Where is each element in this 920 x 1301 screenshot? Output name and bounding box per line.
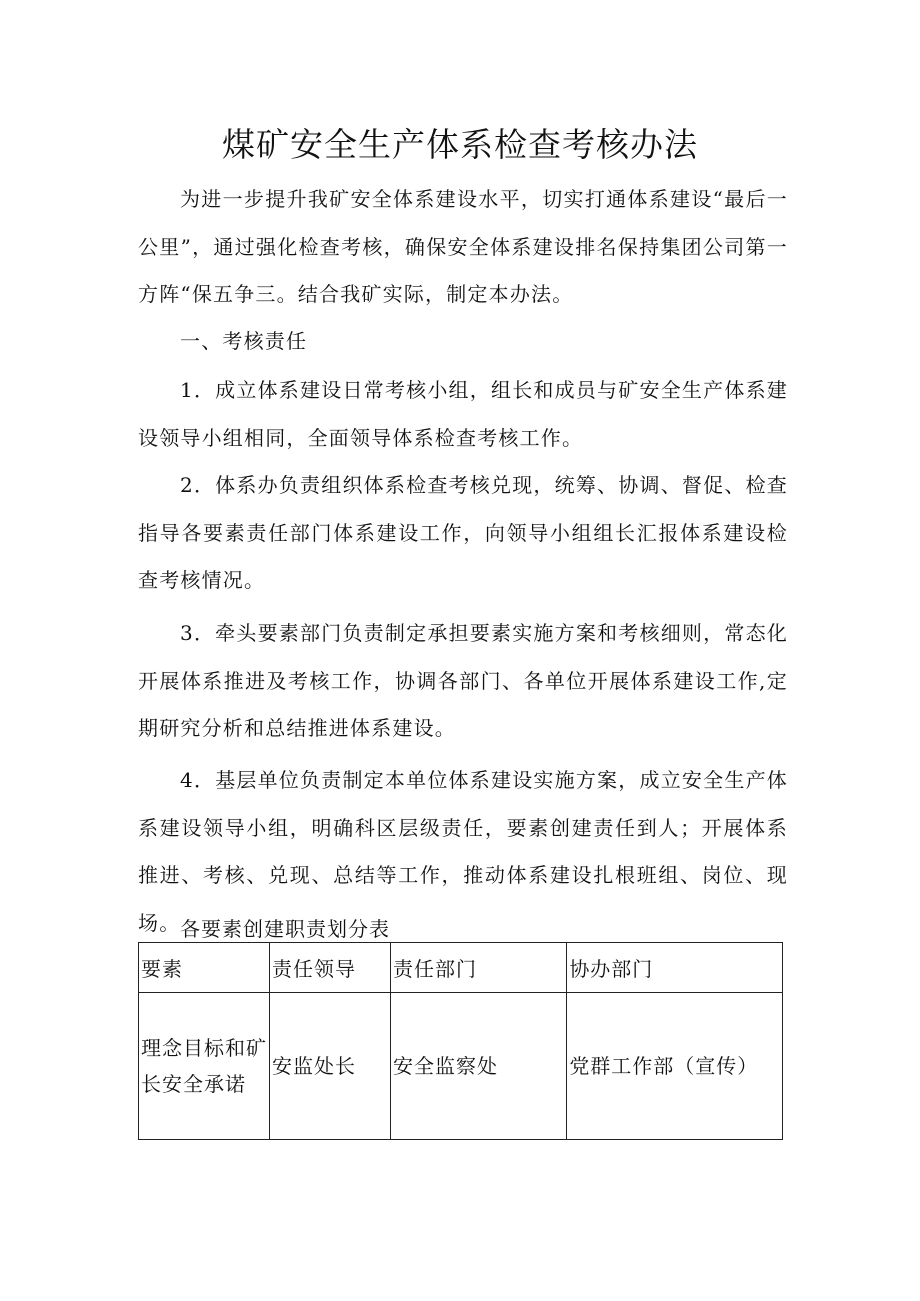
duty-allocation-table — [138, 942, 783, 1140]
table-header-cell: 协办部门 — [567, 943, 783, 993]
table-cell-department: 安全监察处 — [390, 993, 566, 1140]
section-heading-responsibility: 一、考核责任 — [180, 329, 308, 353]
table-header-cell: 要素 — [139, 943, 270, 993]
table-row — [139, 993, 783, 1140]
responsibility-item-4: 4．基层单位负责制定本单位体系建设实施方案，成立安全生产体系建设领导小组，明确科区层级责任，要素创建责任到人；开展体系推进、考核、兑现、总结等工作，推动体系建设扎根班组、岗位、现场。 — [138, 768, 788, 935]
table-header-cell: 责任领导 — [270, 943, 391, 993]
responsibility-item-3: 3．牵头要素部门负责制定承担要素实施方案和考核细则，常态化开展体系推进及考核工作，协调各部门、各单位开展体系建设工作,定期研究分析和总结推进体系建设。 — [138, 621, 788, 740]
table-header-cell: 责任部门 — [390, 943, 566, 993]
document-title: 煤矿安全生产体系检查考核办法 — [222, 125, 698, 164]
table-cell-assisting-department: 党群工作部（宣传） — [567, 993, 783, 1140]
responsibility-item-2: 2．体系办负责组织体系检查考核兑现，统筹、协调、督促、检查指导各要素责任部门体系建设工作，向领导小组组长汇报体系建设检查考核情况。 — [138, 473, 788, 592]
intro-paragraph: 为进一步提升我矿安全体系建设水平，切实打通体系建设“最后一公里”，通过强化检查考核，确保安全体系建设排名保持集团公司第一方阵“保五争三。结合我矿实际，制定本办法。 — [138, 187, 788, 306]
table-cell-leader: 安监处长 — [270, 993, 391, 1140]
table-header-row — [139, 943, 783, 993]
table-cell-element: 理念目标和矿长安全承诺 — [139, 993, 270, 1140]
responsibility-item-1: 1．成立体系建设日常考核小组，组长和成员与矿安全生产体系建设领导小组相同，全面领导体系检查考核工作。 — [138, 378, 788, 450]
table-caption: 各要素创建职责划分表 — [180, 917, 390, 941]
